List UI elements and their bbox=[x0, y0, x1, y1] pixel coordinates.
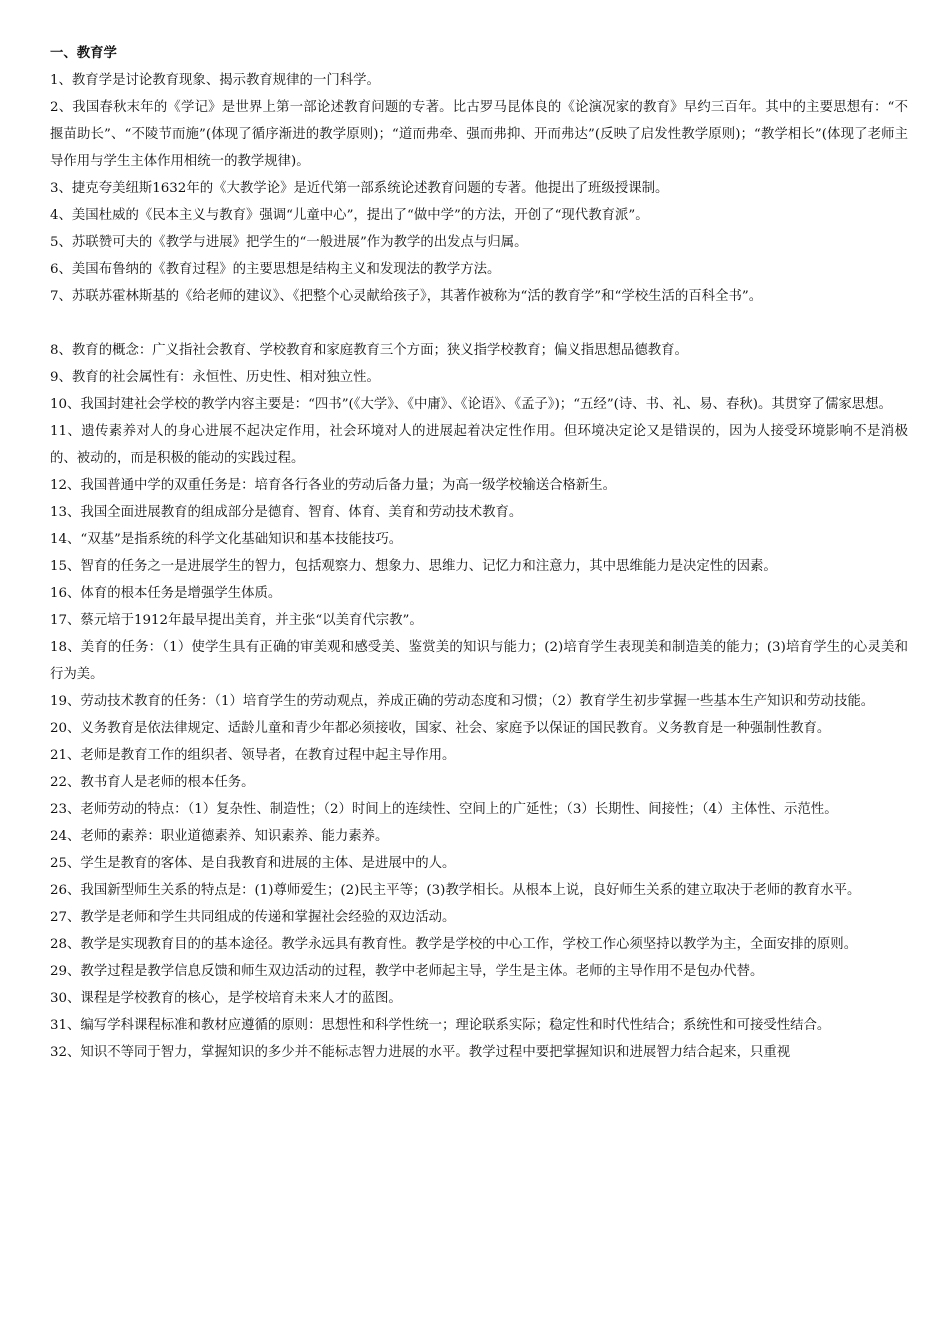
list-item: 19、劳动技术教育的任务：（1）培育学生的劳动观点，养成正确的劳动态度和习惯；（2）教育学生初步掌握一些基本生产知识和劳动技能。 bbox=[50, 694, 875, 709]
section-heading: 一、教育学 bbox=[50, 45, 117, 61]
list-item: 23、老师劳动的特点：（1）复杂性、制造性；（2）时间上的连续性、空间上的广延性；（3）长期性、间接性；（4）主体性、示范性。 bbox=[50, 802, 838, 817]
list-item: 25、学生是教育的客体、是自我教育和进展的主体、是进展中的人。 bbox=[50, 856, 456, 871]
list-item: 30、课程是学校教育的核心，是学校培育未来人才的蓝图。 bbox=[50, 991, 402, 1006]
list-item: 15、智育的任务之一是进展学生的智力，包括观察力、想象力、思维力、记忆力和注意力，其中思维能力是决定性的因素。 bbox=[50, 559, 777, 574]
list-item: 3、捷克夸美纽斯1632年的《大教学论》是近代第一部系统论述教育问题的专著。他提出了班级授课制。 bbox=[50, 181, 669, 196]
list-item: 27、教学是老师和学生共同组成的传递和掌握社会经验的双边活动。 bbox=[50, 910, 456, 925]
paragraph-gap bbox=[50, 310, 908, 337]
list-item: 14、“双基”是指系统的科学文化基础知识和基本技能技巧。 bbox=[50, 532, 403, 547]
list-item: 5、苏联赞可夫的《教学与进展》把学生的“一般进展”作为教学的出发点与归属。 bbox=[50, 235, 528, 250]
list-item: 21、老师是教育工作的组织者、领导者，在教育过程中起主导作用。 bbox=[50, 748, 456, 763]
list-item: 7、苏联苏霍林斯基的《给老师的建议》、《把整个心灵献给孩子》，其著作被称为“活的教育学”和“学校生活的百科全书”。 bbox=[50, 289, 763, 304]
list-item: 22、教书育人是老师的根本任务。 bbox=[50, 775, 255, 790]
list-item: 1、教育学是讨论教育现象、揭示教育规律的一门科学。 bbox=[50, 73, 380, 88]
list-item: 29、教学过程是教学信息反馈和师生双边活动的过程，教学中老师起主导，学生是主体。老师的主导作用不是包办代替。 bbox=[50, 964, 764, 979]
list-item: 13、我国全面进展教育的组成部分是德育、智育、体育、美育和劳动技术教育。 bbox=[50, 505, 523, 520]
list-item: 26、我国新型师生关系的特点是：(1)尊师爱生；(2)民主平等；(3)教学相长。从根本上说，良好师生关系的建立取决于老师的教育水平。 bbox=[50, 883, 861, 898]
list-item: 8、教育的概念：广义指社会教育、学校教育和家庭教育三个方面；狭义指学校教育；偏义指思想品德教育。 bbox=[50, 343, 688, 358]
list-item: 9、教育的社会属性有：永恒性、历史性、相对独立性。 bbox=[50, 370, 380, 385]
list-item: 24、老师的素养：职业道德素养、知识素养、能力素养。 bbox=[50, 829, 389, 844]
list-item: 31、编写学科课程标准和教材应遵循的原则：思想性和科学性统一；理论联系实际；稳定性和时代性结合；系统性和可接受性结合。 bbox=[50, 1018, 831, 1033]
list-item: 16、体育的根本任务是增强学生体质。 bbox=[50, 586, 282, 601]
list-item: 2、我国春秋末年的《学记》是世界上第一部论述教育问题的专著。比古罗马昆体良的《论演况家的教育》早约三百年。其中的主要思想有：“不揠苗助长”、“不陵节而施”(体现了循序渐进的教学原则)；“道而弗牵、强而弗抑、开而弗达”(反映了启发性教学原则)；“教学相长”(体现了老师主导作用与学生主体作用相统一的教学规律)。 bbox=[50, 100, 908, 169]
list-item: 6、美国布鲁纳的《教育过程》的主要思想是结构主义和发现法的教学方法。 bbox=[50, 262, 501, 277]
list-item: 32、知识不等同于智力，掌握知识的多少并不能标志智力进展的水平。教学过程中要把掌握知识和进展智力结合起来，只重视 bbox=[50, 1045, 791, 1060]
list-item: 18、美育的任务：（1）使学生具有正确的审美观和感受美、鉴赏美的知识与能力；(2)培育学生表现美和制造美的能力；(3)培育学生的心灵美和行为美。 bbox=[50, 640, 908, 682]
list-item: 20、义务教育是依法律规定、适龄儿童和青少年都必须接收，国家、社会、家庭予以保证的国民教育。义务教育是一种强制性教育。 bbox=[50, 721, 831, 736]
list-item: 11、遗传素养对人的身心进展不起决定作用，社会环境对人的进展起着决定性作用。但环境决定论又是错误的，因为人接受环境影响不是消极的、被动的，而是积极的能动的实践过程。 bbox=[50, 424, 908, 466]
list-item: 28、教学是实现教育目的的基本途径。教学永远具有教育性。教学是学校的中心工作，学校工作心须坚持以教学为主，全面安排的原则。 bbox=[50, 937, 858, 952]
list-item: 10、我国封建社会学校的教学内容主要是：“四书”(《大学》、《中庸》、《论语》、《孟子》)；“五经”(诗、书、礼、易、春秋)。其贯穿了儒家思想。 bbox=[50, 397, 892, 412]
list-item: 17、蔡元培于1912年最早提出美育，并主张“以美育代宗教”。 bbox=[50, 613, 423, 628]
list-item: 12、我国普通中学的双重任务是：培育各行各业的劳动后备力量；为高一级学校输送合格新生。 bbox=[50, 478, 617, 493]
list-item: 4、美国杜威的《民本主义与教育》强调“儿童中心”，提出了“做中学”的方法，开创了“现代教育派”。 bbox=[50, 208, 649, 223]
document-page bbox=[50, 40, 908, 1066]
